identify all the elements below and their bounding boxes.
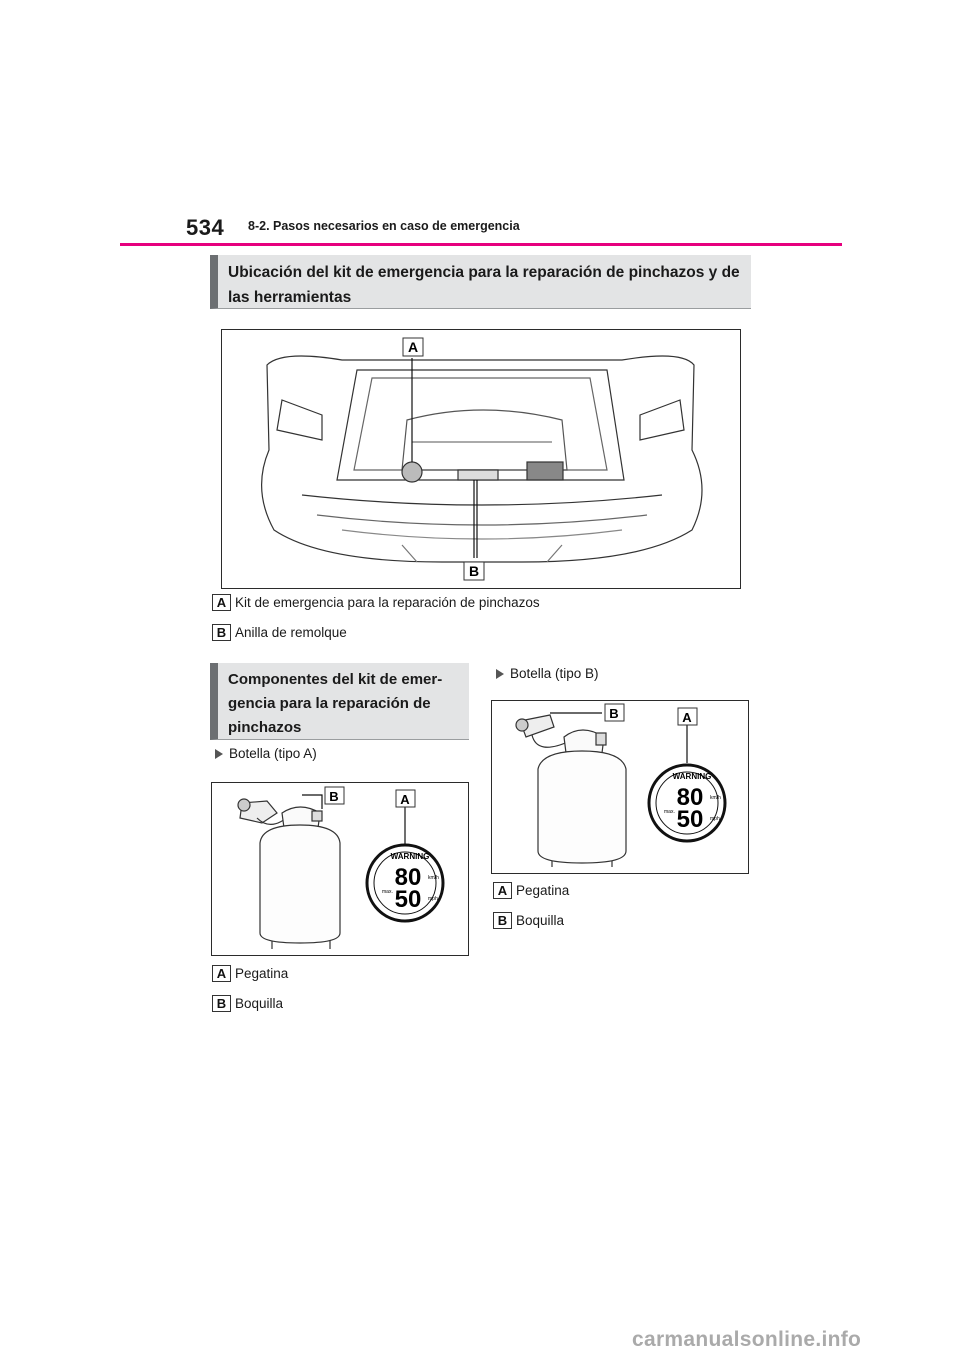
bottle-a-illustration — [212, 783, 468, 955]
warning-sticker-a — [367, 845, 443, 921]
sticker-speed-kmh: 80 — [394, 864, 422, 891]
bullet-bottle-a — [215, 746, 317, 761]
bottle-a-callout-b: B — [329, 789, 339, 804]
heading-kit-components-text: Componentes del kit de emer- gencia para la reparación de pinchazos — [228, 671, 443, 736]
heading-kit-location-text: Ubicación del kit de emergencia para la reparación de pinchazos y de las herramientas — [228, 264, 740, 306]
bottle-a-callout-a: A — [400, 792, 410, 807]
legend-text: Pegatina — [516, 883, 570, 898]
heading-kit-components — [210, 663, 469, 740]
sticker-max: max. — [664, 809, 675, 815]
sticker-warning: WARNING — [390, 852, 430, 861]
trunk-callout-a: A — [407, 339, 419, 355]
bottle-b-figure — [491, 700, 749, 874]
legend-text: Pegatina — [235, 966, 289, 981]
header-rule — [120, 243, 842, 246]
trunk-illustration — [222, 330, 740, 588]
section-title: 8-2. Pasos necesarios en caso de emergencia — [248, 219, 520, 233]
bottle-a-figure — [211, 782, 469, 956]
legend-text: Anilla de remolque — [235, 625, 347, 640]
bottle-b-callout-b: B — [609, 706, 619, 721]
sticker-unit-kmh: km/h — [428, 875, 439, 881]
callout-letter: A — [212, 594, 231, 611]
sticker-speed-mph: 50 — [394, 886, 422, 913]
legend-item-kit — [212, 594, 540, 611]
trunk-callout-b: B — [468, 563, 480, 579]
bottle-b-callout-a: A — [682, 710, 692, 725]
legend-text: Boquilla — [516, 913, 565, 928]
warning-sticker-b — [649, 765, 725, 841]
triangle-bullet-icon — [496, 669, 504, 679]
sticker-max: max. — [382, 889, 393, 895]
page-number: 534 — [186, 215, 225, 240]
callout-letter: B — [493, 912, 512, 929]
bottle-b-legend-sticker — [493, 882, 569, 899]
sticker-unit-mph: mph — [428, 896, 438, 902]
bottle-b-illustration — [492, 701, 748, 873]
bottle-b-legend-nozzle — [493, 912, 564, 929]
footer-watermark: carmanualsonline.info — [632, 1328, 862, 1351]
bottle-a-legend-nozzle — [212, 995, 283, 1012]
triangle-bullet-icon — [215, 749, 223, 759]
legend-text: Kit de emergencia para la reparación de pinchazos — [235, 595, 540, 610]
sticker-unit-mph: mph — [710, 816, 720, 822]
bullet-text: Botella (tipo A) — [229, 746, 317, 761]
bullet-bottle-b — [496, 666, 599, 681]
heading-kit-location — [210, 255, 751, 309]
callout-letter: A — [212, 965, 231, 982]
legend-item-towing-eyelet — [212, 624, 347, 641]
sticker-unit-kmh: km/h — [710, 795, 721, 801]
trunk-figure — [221, 329, 741, 589]
callout-letter: A — [493, 882, 512, 899]
callout-letter: B — [212, 624, 231, 641]
sticker-warning: WARNING — [672, 772, 712, 781]
sticker-speed-kmh: 80 — [676, 784, 704, 811]
callout-letter: B — [212, 995, 231, 1012]
legend-text: Boquilla — [235, 996, 284, 1011]
sticker-speed-mph: 50 — [676, 806, 704, 833]
bottle-a-legend-sticker — [212, 965, 288, 982]
bullet-text: Botella (tipo B) — [510, 666, 599, 681]
